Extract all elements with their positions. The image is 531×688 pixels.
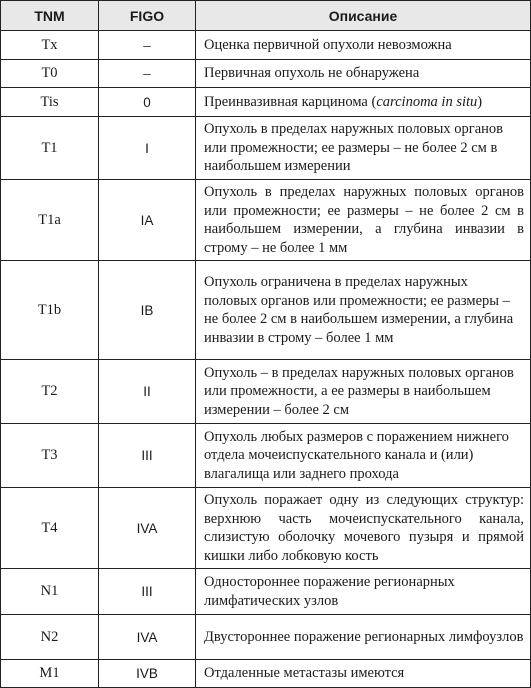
tnm-cell: Tx [1,31,99,60]
figo-cell: II [99,360,196,424]
description-cell: Оценка первичной опухоли невозможна [196,31,531,60]
tnm-cell: T0 [1,60,99,88]
tnm-cell: T4 [1,488,99,569]
description-text: Преинвазивная карцинома ( [204,93,377,110]
header-figo: FIGO [99,1,196,31]
figo-cell: III [99,424,196,488]
table-row [1,360,531,424]
figo-cell: – [99,31,196,60]
description-cell: Одностороннее поражение регионарных лимфатических узлов [196,569,531,615]
figo-cell: IB [99,261,196,360]
tnm-cell: T2 [1,360,99,424]
header-description: Описание [196,1,531,31]
tnm-cell: N1 [1,569,99,615]
description-cell: Опухоль – в пределах наружных половых органов или промежности, а ее размеры в наибольшем измерении – более 2 см [196,360,531,424]
description-cell: Опухоль поражает одну из следующих структур: верхнюю часть мочеиспускательного канала, слизистую оболочку мочевого пузыря и прямой кишки либо лобковую кость [196,488,531,569]
figo-cell: IA [99,180,196,261]
tnm-cell: Tis [1,88,99,117]
tnm-cell: T1b [1,261,99,360]
figo-cell: III [99,569,196,615]
table-row [1,60,531,88]
table-row [1,569,531,615]
table-row [1,615,531,660]
table-row [1,488,531,569]
tnm-cell: T1 [1,117,99,180]
table-row [1,31,531,60]
description-cell: Опухоль любых размеров с поражением нижнего отдела мочеиспускательного канала и (или) влагалища или заднего прохода [196,424,531,488]
description-italic: carcinoma in situ [376,93,478,110]
tnm-cell: T3 [1,424,99,488]
figo-cell: IVA [99,488,196,569]
tnm-cell: M1 [1,660,99,688]
table-row [1,660,531,688]
table-row [1,117,531,180]
figo-cell: IVB [99,660,196,688]
description-tail: ) [477,93,483,110]
table-row [1,88,531,117]
header-row [1,1,531,31]
figo-cell: – [99,60,196,88]
tnm-cell: N2 [1,615,99,660]
description-cell: Опухоль в пределах наружных половых органов или промежности; ее размеры – не более 2 см в наибольшем измерении, а глубина инвазии в строму – не более 1 мм [196,180,531,261]
tnm-cell: T1a [1,180,99,261]
figo-cell: IVA [99,615,196,660]
description-cell: Отдаленные метастазы имеются [196,660,531,688]
description-cell: Двустороннее поражение регионарных лимфоузлов [196,615,531,660]
description-cell: Опухоль ограничена в пределах наружных половых органов или промежности; ее размеры – не более 2 см в наибольшем измерении, а глубина инвазии в строму – более 1 мм [196,261,531,360]
figo-cell: I [99,117,196,180]
description-cell [196,88,531,117]
table-row [1,261,531,360]
table-row [1,180,531,261]
header-tnm: TNM [1,1,99,31]
figo-cell: 0 [99,88,196,117]
description-cell: Первичная опухоль не обнаружена [196,60,531,88]
table-row [1,424,531,488]
description-cell: Опухоль в пределах наружных половых органов или промежности; ее размеры – не более 2 см в наибольшем измерении [196,117,531,180]
